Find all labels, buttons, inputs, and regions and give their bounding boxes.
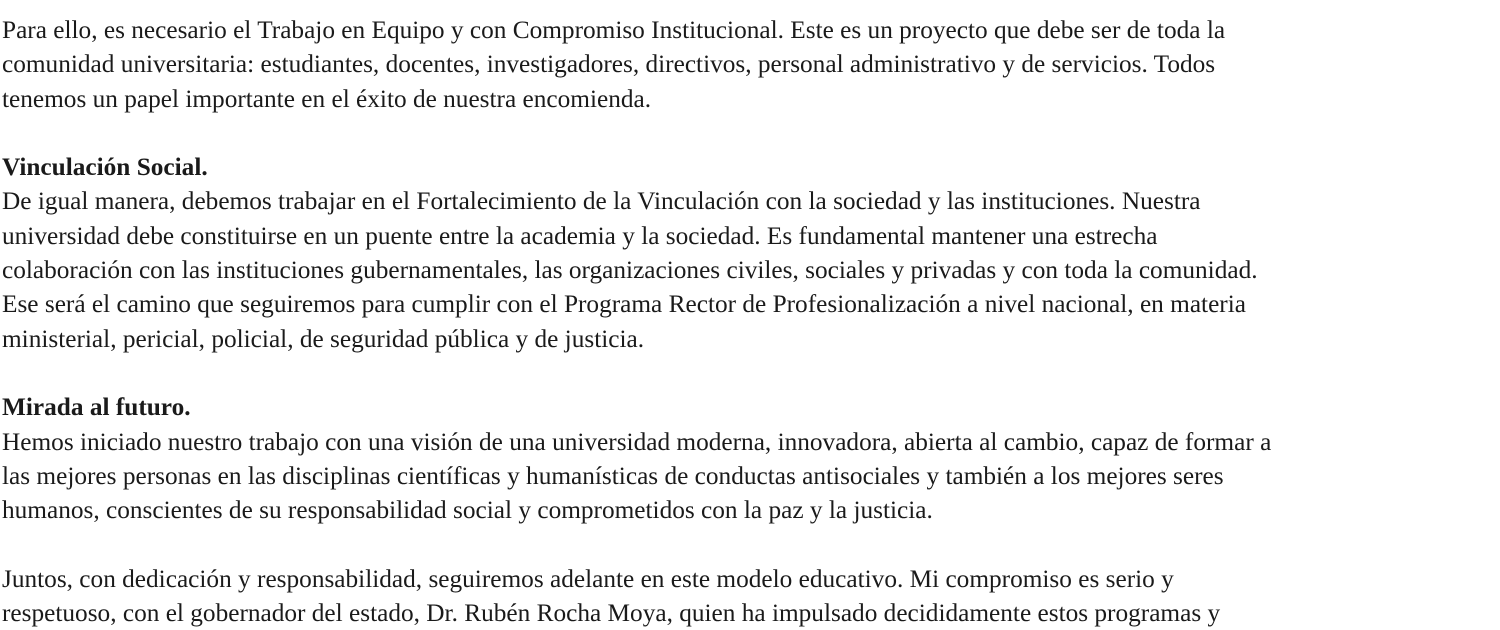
paragraph-line: respetuoso, con el gobernador del estado, Dr. Rubén Rocha Moya, quien ha impulsado decididamente estos programas y bbox=[2, 599, 1221, 628]
paragraph-spacer bbox=[2, 116, 1496, 150]
paragraph-trabajo-en-equipo bbox=[2, 13, 1496, 116]
paragraph-spacer bbox=[2, 527, 1496, 561]
paragraph-line: De igual manera, debemos trabajar en el Fortalecimiento de la Vinculación con la sociedad y las instituciones. Nuestra bbox=[2, 187, 1201, 216]
section-vinculacion-social bbox=[2, 150, 1496, 356]
paragraph-line: ministerial, pericial, policial, de seguridad pública y de justicia. bbox=[2, 324, 645, 353]
document-body bbox=[2, 13, 1496, 630]
paragraph-line: humanos, conscientes de su responsabilidad social y comprometidos con la paz y la justicia. bbox=[2, 496, 933, 525]
paragraph-line: universidad debe constituirse en un puente entre la academia y la sociedad. Es fundamental mantener una estrecha bbox=[2, 221, 1158, 250]
section-heading: Vinculación Social. bbox=[2, 153, 208, 182]
paragraph-line: Para ello, es necesario el Trabajo en Equipo y con Compromiso Institucional. Este es un proyecto que debe ser de toda la bbox=[2, 16, 1226, 44]
paragraph-line: colaboración con las instituciones gubernamentales, las organizaciones civiles, sociales y privadas y con toda la comunidad. bbox=[2, 256, 1258, 285]
paragraph-line: Ese será el camino que seguiremos para cumplir con el Programa Rector de Profesionalización a nivel nacional, en materia bbox=[2, 290, 1246, 319]
paragraph-line: las mejores personas en las disciplinas científicas y humanísticas de conductas antisociales y también a los mejores seres bbox=[2, 461, 1224, 490]
paragraph-line: comunidad universitaria: estudiantes, docentes, investigadores, directivos, personal administrativo y de servicios. Todos bbox=[2, 50, 1216, 79]
paragraph-line: Juntos, con dedicación y responsabilidad, seguiremos adelante en este modelo educativo. Mi compromiso es serio y bbox=[2, 564, 1174, 593]
section-mirada-al-futuro bbox=[2, 390, 1496, 527]
section-heading: Mirada al futuro. bbox=[2, 393, 191, 422]
paragraph-line: Hemos iniciado nuestro trabajo con una visión de una universidad moderna, innovadora, abierta al cambio, capaz de formar a bbox=[2, 427, 1272, 456]
paragraph-spacer bbox=[2, 356, 1496, 390]
paragraph-line: tenemos un papel importante en el éxito de nuestra encomienda. bbox=[2, 84, 652, 113]
paragraph-compromiso bbox=[2, 562, 1496, 630]
